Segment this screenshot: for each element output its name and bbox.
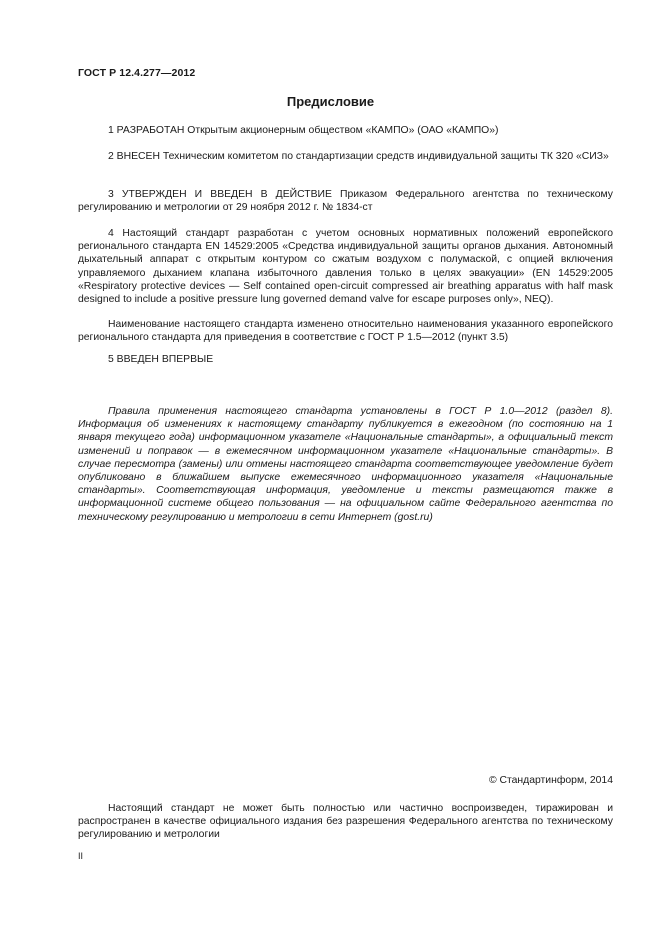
page-title: Предисловие (286, 94, 375, 109)
copyright-line: © Стандартинформ, 2014 (488, 775, 613, 786)
usage-rules-notice: Правила применения настоящего стандарта установлены в ГОСТ Р 1.0—2012 (раздел 8). Информация об изменениях к настоящему стандарту публикуется в ежегодном (по состоянию на 1 января текущего года) информационном указателе «Национальные стандарты», а официальный текст изменений и поправок — в ежемесячном информационном указателе «Национальные стандарты». В случае пересмотра (замены) или отмены настоящего стандарта соответствующее уведомление будет опубликовано в ближайшем выпуске ежемесячного информационного указателя «Национальные стандарты». Соответствующая информация, уведомление и тексты размещаются также в информационной системе общего пользования — на официальном сайте Федерального агентства по техническому регулированию и метрологии в сети Интернет (gost.ru) (78, 406, 613, 523)
legal-notice: Настоящий стандарт не может быть полностью или частично воспроизведен, тиражирован и распространен в качестве официального издания без разрешения Федерального агентства по техническому регулированию и метрологии (78, 803, 613, 841)
paragraph-name-change: Наименование настоящего стандарта изменено относительно наименования указанного европейского регионального стандарта для приведения в соответствие с ГОСТ Р 1.5—2012 (пункт 3.5) (78, 319, 613, 344)
standard-code-header: ГОСТ Р 12.4.277—2012 (78, 67, 196, 79)
paragraph-developed: 1 РАЗРАБОТАН Открытым акционерным обществом «КАМПО» (ОАО «КАМПО») (108, 125, 499, 136)
paragraph-approved: 3 УТВЕРЖДЕН И ВВЕДЕН В ДЕЙСТВИЕ Приказом Федерального агентства по техническому регулированию и метрологии от 29 ноября 2012 г. № 1834-ст (78, 189, 613, 214)
paragraph-introduced: 2 ВНЕСЕН Техническим комитетом по стандартизации средств индивидуальной защиты ТК 320 «СИЗ» (108, 151, 609, 162)
paragraph-first-introduced: 5 ВВЕДЕН ВПЕРВЫЕ (108, 354, 214, 365)
paragraph-based-on: 4 Настоящий стандарт разработан с учетом основных нормативных положений европейского регионального стандарта EN 14529:2005 «Средства индивидуальной защиты органов дыхания. Автономный дыхательный аппарат с открытым контуром со сжатым воздухом с полумаской, с опцией включения управляемого дыханием клапана избыточного давления только в целях эвакуации» (EN 14529:2005 «Respiratory protective devices — Self contained open-circuit compressed air breathing apparatus with half mask designed to include a positive pressure lung governed demand valve for escape purposes only», NEQ). (78, 228, 613, 306)
page-number: II (78, 851, 84, 861)
